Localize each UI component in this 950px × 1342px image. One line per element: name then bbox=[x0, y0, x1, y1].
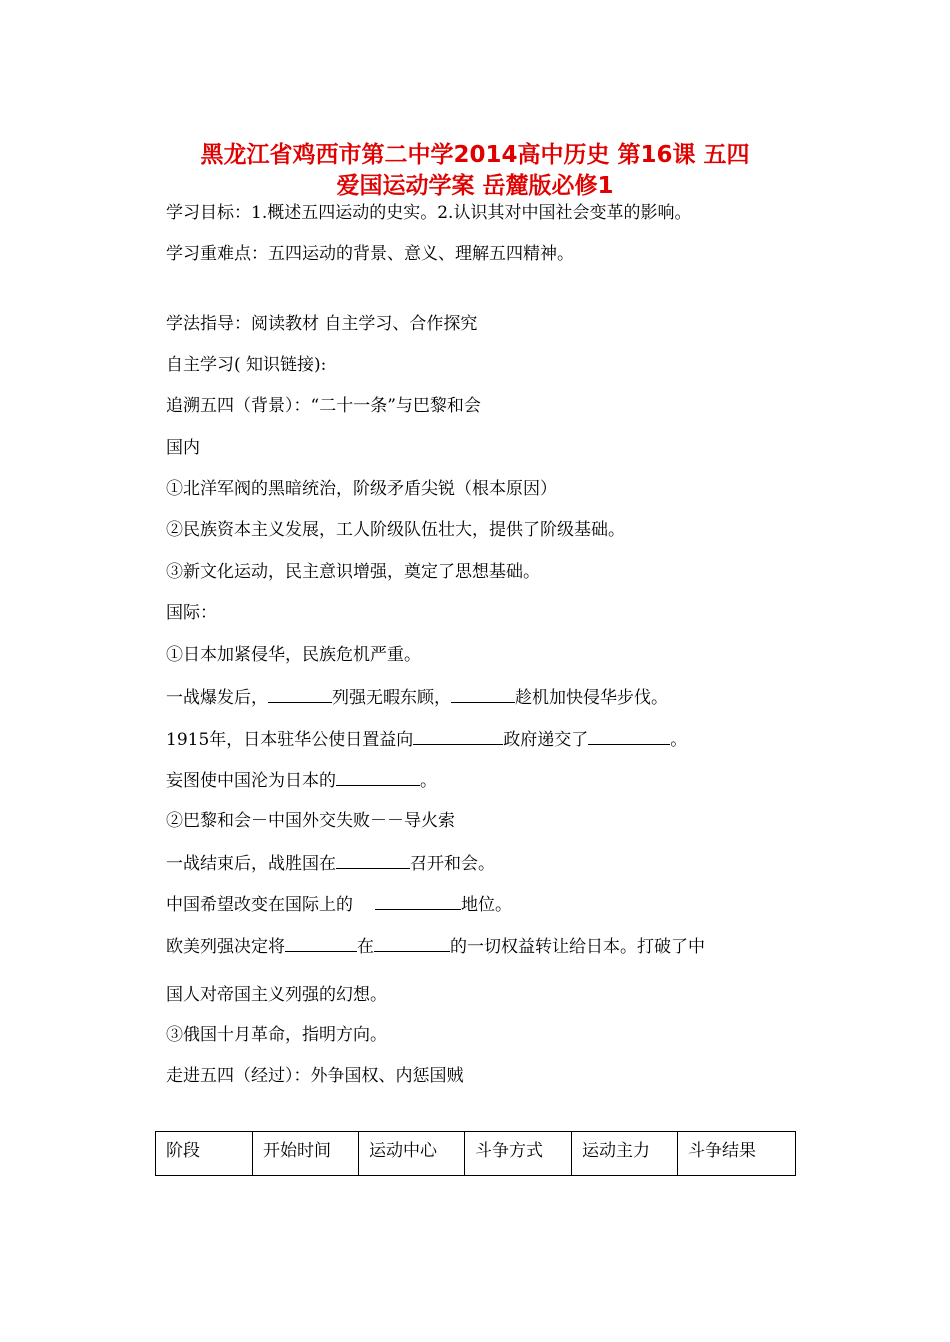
background-heading: 追溯五四（背景）：“二十一条”与巴黎和会 bbox=[166, 396, 481, 416]
fill-text: 。 bbox=[420, 771, 437, 791]
stage-table bbox=[155, 1131, 796, 1176]
table-header-cell: 运动主力 bbox=[572, 1132, 678, 1176]
table-header-cell: 斗争方式 bbox=[465, 1132, 572, 1176]
table-header-cell: 斗争结果 bbox=[678, 1132, 796, 1176]
fill-text: 欧美列强决定将 bbox=[166, 937, 285, 957]
international-item-3: ③俄国十月革命，指明方向。 bbox=[166, 1025, 387, 1045]
international-item-1: ①日本加紧侵华，民族危机严重。 bbox=[166, 645, 421, 665]
fill-text: 妄图使中国沦为日本的 bbox=[166, 771, 336, 791]
fill-text: 一战爆发后， bbox=[166, 688, 268, 708]
fill-blank[interactable] bbox=[588, 726, 670, 745]
fill-blank[interactable] bbox=[268, 684, 332, 703]
fill-line-rights-transfer bbox=[166, 933, 705, 959]
domestic-heading: 国内 bbox=[166, 438, 200, 458]
fill-blank[interactable] bbox=[413, 726, 503, 745]
fill-blank[interactable] bbox=[451, 684, 515, 703]
table-header-row bbox=[156, 1132, 796, 1176]
fill-line-colony bbox=[166, 767, 437, 793]
fill-text: 一战结束后，战胜国在 bbox=[166, 854, 336, 874]
fill-blank[interactable] bbox=[336, 767, 420, 786]
learning-goals: 学习目标：1.概述五四运动的史实。2.认识其对中国社会变革的影响。 bbox=[166, 203, 692, 223]
self-study-heading: 自主学习( 知识链接): bbox=[166, 355, 327, 375]
domestic-item-3: ③新文化运动，民主意识增强，奠定了思想基础。 bbox=[166, 562, 540, 582]
fill-text: 的一切权益转让给日本。打破了中 bbox=[450, 937, 705, 957]
key-points: 学习重难点：五四运动的背景、意义、理解五四精神。 bbox=[166, 244, 574, 264]
fill-text: 1915年，日本驻华公使日置益向 bbox=[166, 730, 414, 750]
international-heading: 国际： bbox=[166, 603, 217, 623]
fill-line-1915 bbox=[166, 726, 687, 752]
fill-text: 召开和会。 bbox=[410, 854, 495, 874]
fill-text: 政府递交了 bbox=[503, 730, 589, 750]
fill-text: 地位。 bbox=[461, 895, 512, 915]
document-title-line-2: 爱国运动学案 岳麓版必修1 bbox=[336, 173, 614, 199]
domestic-item-1: ①北洋军阀的黑暗统治，阶级矛盾尖锐（根本原因） bbox=[166, 479, 557, 499]
table-header-cell: 阶段 bbox=[156, 1132, 253, 1176]
continuation-line: 国人对帝国主义列强的幻想。 bbox=[166, 985, 387, 1005]
fill-line-status bbox=[166, 891, 512, 917]
document-title-line-1: 黑龙江省鸡西市第二中学2014高中历史 第16课 五四 bbox=[200, 142, 750, 168]
fill-blank[interactable] bbox=[285, 933, 357, 952]
fill-text: 。 bbox=[670, 730, 688, 750]
process-heading: 走进五四（经过）：外争国权、内惩国贼 bbox=[166, 1066, 464, 1086]
study-method: 学法指导：阅读教材 自主学习、合作探究 bbox=[166, 314, 478, 334]
fill-text: 中国希望改变在国际上的 bbox=[166, 895, 353, 915]
fill-text: 在 bbox=[357, 937, 374, 957]
table-header-cell: 开始时间 bbox=[253, 1132, 359, 1176]
international-item-2: ②巴黎和会－中国外交失败－－导火索 bbox=[166, 811, 455, 831]
fill-text: 列强无暇东顾， bbox=[332, 688, 451, 708]
fill-text: 趁机加快侵华步伐。 bbox=[515, 688, 668, 708]
fill-line-war-outbreak bbox=[166, 684, 668, 710]
fill-blank[interactable] bbox=[375, 891, 461, 910]
domestic-item-2: ②民族资本主义发展，工人阶级队伍壮大，提供了阶级基础。 bbox=[166, 520, 625, 540]
table-header-cell: 运动中心 bbox=[359, 1132, 465, 1176]
fill-blank[interactable] bbox=[336, 850, 410, 869]
fill-line-peace-conference bbox=[166, 850, 495, 876]
fill-blank[interactable] bbox=[374, 933, 450, 952]
